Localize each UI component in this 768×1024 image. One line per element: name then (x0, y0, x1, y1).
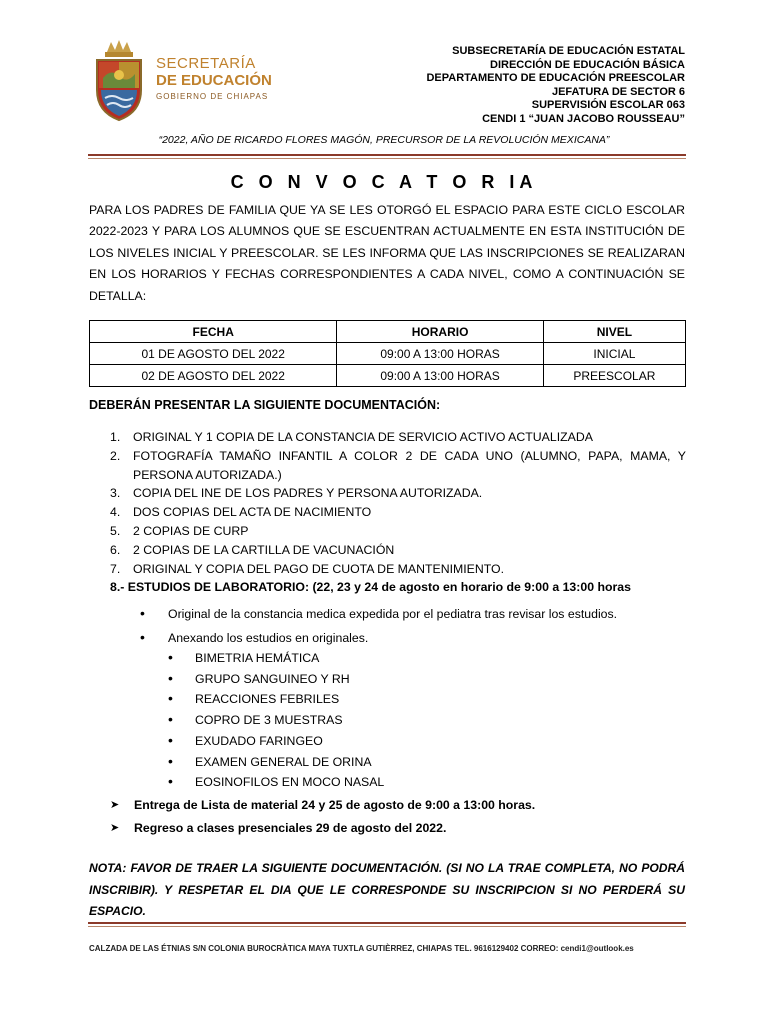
list-item (110, 794, 535, 817)
table-cell: 01 DE AGOSTO DEL 2022 (90, 343, 337, 365)
column-header-nivel: NIVEL (543, 321, 685, 343)
table-row (90, 343, 686, 365)
logo-line-educacion: DE EDUCACIÓN (156, 72, 272, 89)
list-item: • EXUDADO FARINGEO (168, 731, 384, 752)
list-item (110, 541, 686, 560)
lab-studies-heading: 8.- ESTUDIOS DE LABORATORIO: (22, 23 y 24 de agosto en horario de 9:00 a 13:00 horas (110, 580, 631, 594)
item-text: FOTOGRAFÍA TAMAÑO INFANTIL A COLOR 2 DE CADA UNO (ALUMNO, PAPA, MAMA, Y PERSONA AUTORIZADA.) (133, 448, 686, 482)
list-item (110, 447, 686, 485)
list-item: • Anexando los estudios en originales. (140, 626, 617, 650)
item-number: 4. (110, 505, 121, 520)
item-text: 2 COPIAS DE LA CARTILLA DE VACUNACIÓN (133, 542, 395, 557)
arrowhead-bullet-icon: ➤ (110, 822, 120, 834)
list-item (110, 503, 686, 522)
year-motto: “2022, AÑO DE RICARDO FLORES MAGÓN, PRECURSOR DE LA REVOLUCIÓN MEXICANA” (158, 134, 610, 146)
footer-divider (88, 922, 686, 927)
item-text: DOS COPIAS DEL ACTA DE NACIMIENTO (133, 505, 372, 520)
arrowhead-bullet-icon: ➤ (110, 799, 120, 811)
institution-header (265, 45, 685, 127)
header-line: DEPARTAMENTO DE EDUCACIÓN PREESCOLAR (426, 72, 685, 85)
item-number: 6. (110, 542, 121, 557)
documents-list (110, 428, 686, 578)
list-item (110, 428, 686, 447)
item-number: 5. (110, 523, 121, 538)
announcement-text: Entrega de Lista de material 24 y 25 de agosto de 9:00 a 13:00 horas. (134, 798, 536, 812)
list-item: • BIMETRIA HEMÁTICA (168, 648, 384, 669)
list-item: • EXAMEN GENERAL DE ORINA (168, 752, 384, 773)
list-item: • REACCIONES FEBRILES (168, 689, 384, 710)
coat-of-arms-icon (93, 38, 145, 122)
list-item: • Original de la constancia medica expedida por el pediatra tras revisar los estudios. (140, 602, 617, 626)
page-title: C O N V O C A T O R IA (230, 172, 538, 192)
lab-studies-list (168, 648, 384, 793)
table-cell: 09:00 A 13:00 HORAS (337, 343, 543, 365)
header-line: SUPERVISIÓN ESCOLAR 063 (531, 99, 685, 112)
table-cell: INICIAL (543, 343, 685, 365)
table-header-row (90, 321, 686, 343)
item-text: COPIA DEL INE DE LOS PADRES Y PERSONA AUTORIZADA. (133, 486, 483, 501)
header-divider (88, 154, 686, 159)
intro-paragraph: PARA LOS PADRES DE FAMILIA QUE YA SE LES OTORGÓ EL ESPACIO PARA ESTE CICLO ESCOLAR 2022-2023 Y PARA LOS ALUMNOS QUE SE ESCUENTRAN ACTUALMENTE EN ESTA INSTITUCIÓN DE LOS NIVELES INICIAL Y PREESCOLAR. SE LES INFORMA QUE LAS INSCRIPCIONES SE REALIZARAN EN LOS HORARIOS Y FECHAS CORRESPONDIENTES A CADA NIVEL, COMO A CONTINUACIÓN SE DETALLA: (89, 203, 685, 303)
header-line: JEFATURA DE SECTOR 6 (551, 85, 685, 98)
list-item (110, 817, 535, 840)
announcements-list (110, 794, 535, 840)
logo-line-secretaria: SECRETARÍA (156, 55, 256, 72)
item-text: ORIGINAL Y 1 COPIA DE LA CONSTANCIA DE SERVICIO ACTIVO ACTUALIZADA (133, 430, 593, 444)
table-cell: 02 DE AGOSTO DEL 2022 (90, 365, 337, 387)
header-line: DIRECCIÓN DE EDUCACIÓN BÁSICA (490, 58, 685, 71)
item-number: 1. (110, 430, 121, 444)
note-paragraph: NOTA: FAVOR DE TRAER LA SIGUIENTE DOCUMENTACIÓN. (SI NO LA TRAE COMPLETA, NO PODRÁ INSCRIBIR). Y RESPETAR EL DIA QUE LE CORRESPONDE SU INSCRIPCION SI NO PERDERÁ SU ESPACIO. (89, 861, 685, 919)
list-item (110, 484, 686, 503)
table-cell: 09:00 A 13:00 HORAS (337, 365, 543, 387)
table-row (90, 365, 686, 387)
logo-line-gobierno: GOBIERNO DE CHIAPAS (156, 92, 269, 101)
announcement-text: Regreso a clases presenciales 29 de agosto del 2022. (134, 821, 447, 835)
item-text: 2 COPIAS DE CURP (133, 523, 249, 538)
list-item (110, 522, 686, 541)
item-number: 7. (110, 561, 121, 576)
item-number: 2. (110, 448, 121, 463)
list-item: • EOSINOFILOS EN MOCO NASAL (168, 772, 384, 793)
list-item (110, 560, 686, 579)
item-number: 3. (110, 486, 121, 501)
column-header-horario: HORARIO (337, 321, 543, 343)
header-line: SUBSECRETARÍA DE EDUCACIÓN ESTATAL (452, 45, 685, 57)
list-item: • COPRO DE 3 MUESTRAS (168, 710, 384, 731)
ministry-logo-text (156, 56, 272, 101)
item-text: ORIGINAL Y COPIA DEL PAGO DE CUOTA DE MANTENIMIENTO. (133, 561, 505, 576)
table-cell: PREESCOLAR (543, 365, 685, 387)
documents-heading: DEBERÁN PRESENTAR LA SIGUIENTE DOCUMENTACIÓN: (89, 398, 441, 412)
column-header-fecha: FECHA (90, 321, 337, 343)
footer-address: CALZADA DE LAS ÉTNIAS S/N COLONIA BUROCRÀTICA MAYA TUXTLA GUTIÈRREZ, CHIAPAS TEL. 9616129402 CORREO: cendi1@outlook.es (89, 944, 634, 953)
lab-notes-list (140, 602, 617, 650)
enrollment-schedule-table (89, 320, 686, 387)
list-item: • GRUPO SANGUINEO Y RH (168, 669, 384, 690)
header-line: CENDI 1 “JUAN JACOBO ROUSSEAU” (482, 112, 685, 125)
